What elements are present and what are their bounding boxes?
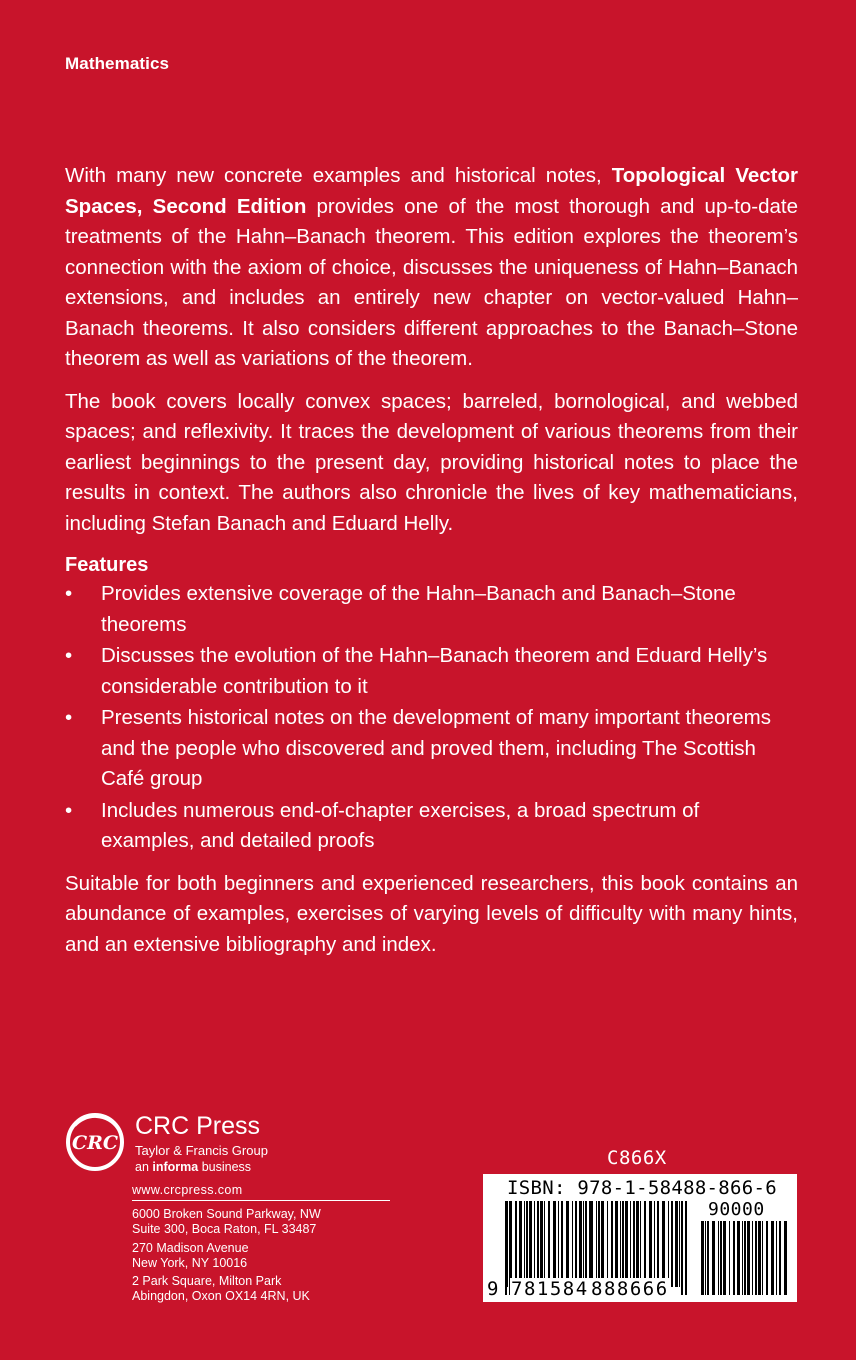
barcode-bar [671,1201,673,1287]
barcode-bar [752,1221,753,1295]
barcode-bar [718,1221,719,1295]
barcode-bar [784,1221,787,1295]
crc-logo-text: CRC [71,1132,119,1154]
address-boca-raton [132,1207,321,1237]
barcode-bar [747,1221,750,1295]
barcode-bar [675,1201,678,1287]
description [65,161,798,960]
barcode-bar [598,1201,600,1287]
barcode-bar [744,1221,746,1295]
barcode-bar [630,1201,631,1287]
barcode-digits-right: 888666 [591,1278,669,1300]
publisher-divider [132,1200,390,1201]
barcode-bar [537,1201,539,1287]
bullet-icon: • [65,582,73,605]
barcode-addon-number: 90000 [708,1199,765,1220]
address-line: New York, NY 10016 [132,1256,248,1270]
barcode-bar [701,1221,704,1295]
barcode-bar [611,1201,613,1287]
address-line: 270 Madison Avenue [132,1241,249,1255]
barcode-bar [534,1201,535,1287]
barcode-bar [620,1201,621,1287]
publisher-group: Taylor & Francis Group [135,1143,268,1158]
barcode-bar [566,1201,569,1287]
address-line: Suite 300, Boca Raton, FL 33487 [132,1222,317,1236]
feature-text: Provides extensive coverage of the Hahn–Banach and Banach–Stone theorems [101,582,736,636]
features-heading: Features [65,554,149,576]
barcode-digit-first: 9 [487,1278,499,1300]
bullet-icon: • [65,644,73,667]
category-label: Mathematics [65,54,170,73]
barcode-bar [579,1201,582,1287]
informa-suffix: business [198,1160,252,1174]
barcode-bar [742,1221,743,1295]
barcode-bar [529,1201,532,1287]
barcode-bar [572,1201,573,1287]
feature-item [65,641,798,702]
feature-text: Discusses the evolution of the Hahn–Banach theorem and Eduard Helly’s considerable contribution to it [101,644,768,698]
feature-item [65,579,798,640]
barcode-bar [615,1201,618,1287]
barcode-bar [526,1201,528,1287]
barcode-bar [596,1201,597,1287]
barcode-bar [511,1201,512,1287]
barcode-bar [723,1221,726,1295]
address-new-york [132,1241,249,1271]
barcode-bar [776,1221,777,1295]
barcode-guard-bar [685,1201,687,1295]
barcode-bar [662,1201,665,1287]
barcode-bar [737,1221,740,1295]
barcode-bar [540,1201,543,1287]
book-title: Topological Vector Spaces, Second Edition [65,164,798,218]
barcode-bar [515,1201,517,1287]
barcode-bar [607,1201,608,1287]
features-section [65,551,798,857]
description-paragraph-2: The book covers locally convex spaces; barreled, bornological, and webbed spaces; and reflexivity. It traces the development of various theorems from their earliest beginnings to the present day, providing historical notes to place the results in context. The authors also chronicle the lives of key mathematicians, including Stefan Banach and Eduard Helly. [65,389,798,535]
barcode-bar [729,1221,730,1295]
barcode-bar [640,1201,641,1287]
isbn-label: ISBN: 978-1-58488-866-6 [507,1177,777,1199]
barcode-bar [766,1221,768,1295]
address-line: 6000 Broken Sound Parkway, NW [132,1207,321,1221]
bullet-icon: • [65,706,73,729]
address-line: 2 Park Square, Milton Park [132,1274,282,1288]
barcode-bar [601,1201,604,1287]
barcode-bar [558,1201,559,1287]
bullet-icon: • [65,798,73,822]
feature-item [65,703,798,795]
informa-prefix: an [135,1160,153,1174]
barcode-bar [707,1221,709,1295]
crc-logo-icon [65,1112,125,1172]
barcode-bar [519,1201,522,1287]
barcode-bar [544,1201,545,1287]
publisher-informa [135,1160,251,1174]
feature-text: Presents historical notes on the development of many important theorems and the people who discovered and proved them, including The Scottish Café group [101,706,772,790]
barcode-bar [779,1221,781,1295]
barcode-bar [712,1221,715,1295]
barcode-bar [583,1201,584,1287]
informa-brand: informa [152,1160,199,1174]
barcode-bar [649,1201,652,1287]
barcode-bar [755,1221,757,1295]
barcode-bar [720,1221,722,1295]
barcode-bar [625,1201,628,1287]
barcode-bar [561,1201,563,1287]
price-code: C866X [607,1147,667,1169]
paragraph-1-intro: With many new concrete examples and historical notes, [65,164,612,187]
barcode-bar [758,1221,761,1295]
features-list [65,579,798,857]
feature-item [65,796,798,857]
description-paragraph-1 [65,161,798,375]
barcode-bar [633,1201,635,1287]
barcode-digits-left: 781584 [511,1278,589,1300]
barcode-guard-bar [681,1201,683,1295]
barcode-bar [636,1201,639,1287]
barcode-bar [654,1201,655,1287]
barcode-bar [668,1201,669,1287]
barcode-bar [679,1201,680,1287]
barcode-bar [553,1201,556,1287]
barcode-bar [644,1201,646,1287]
barcode-bar [762,1221,763,1295]
barcode-bar [657,1201,659,1287]
barcode-guard-bar [505,1201,507,1295]
address-abingdon [132,1274,310,1304]
barcode-bar [548,1201,550,1287]
barcode-bar [733,1221,735,1295]
publisher-name: CRC Press [135,1112,261,1140]
barcode-bar [705,1221,706,1295]
paragraph-1-rest: provides one of the most thorough and up-to-date treatments of the Hahn–Banach theorem. This edition explores the theorem’s connection with the axiom of choice, discusses the uniqueness of Hahn–Banach extensions, and includes an entirely new chapter on vector-valued Hahn–Banach theorems. It also considers different approaches to the Banach–Stone theorem as well as variations of the theorem. [65,194,798,370]
publisher-url[interactable]: www.crcpress.com [132,1183,243,1197]
feature-text: Includes numerous end-of-chapter exercises, a broad spectrum of examples, and detailed proofs [101,798,700,852]
barcode-bar [524,1201,525,1287]
address-line: Abingdon, Oxon OX14 4RN, UK [132,1289,310,1303]
barcode-bar [575,1201,577,1287]
description-paragraph-3: Suitable for both beginners and experienced researchers, this book contains an abundance of examples, exercises of varying levels of difficulty with many hints, and an extensive bibliography and index. [65,871,798,956]
isbn-barcode [483,1174,797,1302]
barcode-bar [622,1201,624,1287]
barcode-bar [771,1221,774,1295]
